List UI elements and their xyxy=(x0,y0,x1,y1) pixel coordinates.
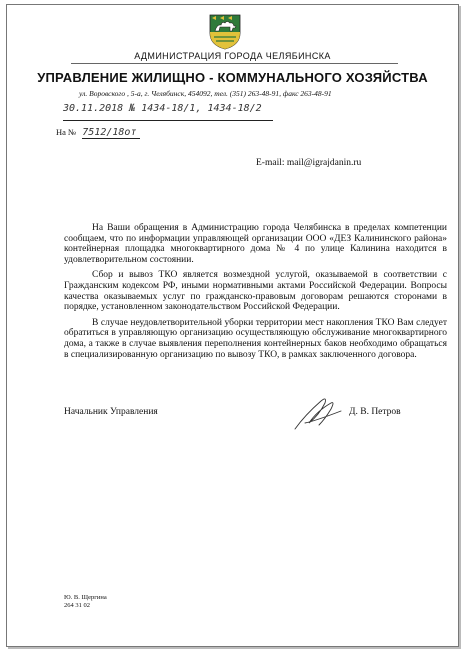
executor-phone: 264 31 02 xyxy=(64,602,90,609)
signatory-role: Начальник Управления xyxy=(64,407,158,417)
executor-info xyxy=(64,594,107,610)
recipient-email: E-mail: mail@igrajdanin.ru xyxy=(256,158,362,168)
department-address: ул. Воровского , 5-а, г. Челябинск, 454092, тел. (351) 263-48-91, факс 263-48-91 xyxy=(79,89,332,98)
letter-page xyxy=(6,4,459,647)
registration-date-number xyxy=(63,103,273,121)
body-paragraph: Сбор и вывоз ТКО является возмездной услугой, оказываемой в соответствии с Гражданским кодексом РФ, иными нормативными актами Российской Федерации. Вопросы качества оказываемых услуг по гражданско-правовым договорам решаются сторонами в порядке, установленном законодательством Российской Федерации. xyxy=(64,270,447,313)
letter-body xyxy=(64,223,447,365)
reference-handwritten: 7512/18от xyxy=(82,127,140,139)
reference-label: На № xyxy=(56,127,77,137)
reference-number-line xyxy=(56,127,140,139)
header-divider xyxy=(71,63,398,64)
chelyabinsk-coat-of-arms-icon xyxy=(208,13,242,50)
body-paragraph: В случае неудовлетворительной уборки территории мест накопления ТКО Вам следует обратиться в управляющую организацию осуществляющую обслуживание многоквартирного дома, а также в случае выявления переполнения контейнерных баков необходимо обращаться в специализированную организацию по вывозу ТКО, в рамках заключенного договора. xyxy=(64,317,447,360)
executor-name: Ю. В. Щергина xyxy=(64,594,107,601)
body-paragraph: На Ваши обращения в Администрацию города Челябинска в пределах компетенции сообщаем, что по информации управляющей организации ООО «ДЕЗ Калининского района» контейнерная площадка многоквартирного дома № 4 по улице Калинина находится в удовлетворительном состоянии. xyxy=(64,223,447,265)
department-title: УПРАВЛЕНИЕ ЖИЛИЩНО - КОММУНАЛЬНОГО ХОЗЯЙСТВА xyxy=(37,70,428,85)
handwritten-signature xyxy=(291,393,345,433)
registration-handwritten: 30.11.2018 № 1434-18/1, 1434-18/2 xyxy=(63,103,262,114)
signatory-name: Д. В. Петров xyxy=(349,407,401,417)
administration-title: АДМИНИСТРАЦИЯ ГОРОДА ЧЕЛЯБИНСКА xyxy=(134,51,331,61)
